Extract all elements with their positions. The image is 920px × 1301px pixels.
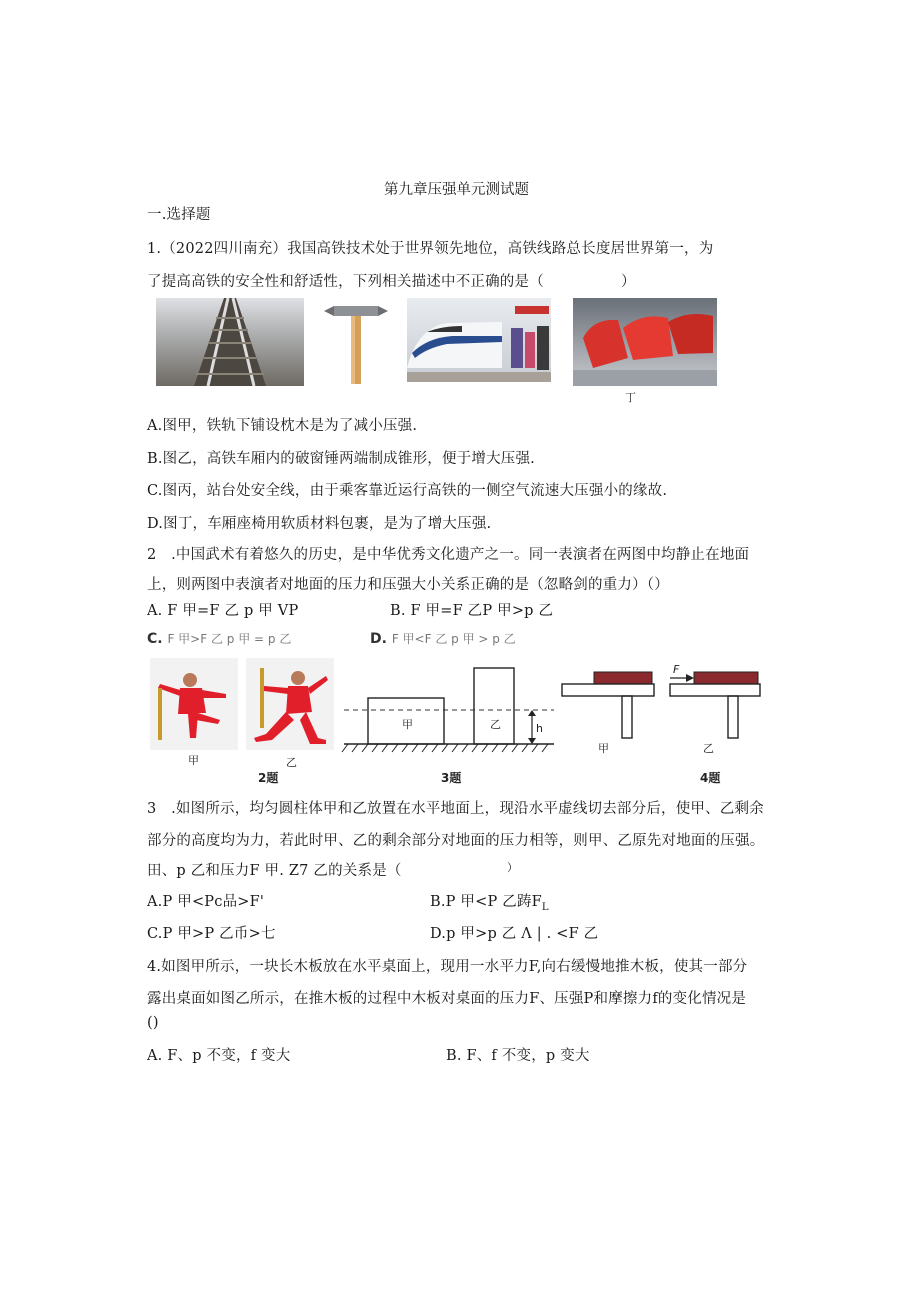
q4-option-a: A. F、p 不变，f 变大 [147,1048,291,1064]
q1-option-b: B.图乙，高铁车厢内的破窗锤两端制成锥形，便于增大压强. [147,451,535,467]
fig4-caption: 4题 [700,771,721,785]
q4-line3: () [147,1015,159,1031]
q3-option-d: D.p 甲>p 乙 Λ | . <F 乙 [430,926,599,942]
q4-line1: 4.如图甲所示，一块长木板放在水平桌面上，现用一水平力F,向右缓慢地推木板，使其一部分 [147,959,748,975]
q1-line2: 了提高高铁的安全性和舒适性，下列相关描述中不正确的是（ [147,274,544,290]
fig2-label-jia: 甲 [188,754,199,767]
q1-option-c: C.图丙，站台处安全线，由于乘客靠近运行高铁的一侧空气流速大压强小的缘故. [147,483,668,499]
q3-line3-end: ） [507,861,519,874]
fig4-label-f: F [673,663,680,676]
section-heading: 一.选择题 [147,207,211,223]
q1-line1: 1.（2022四川南充）我国高铁技术处于世界领先地位，高铁线路总长度居世界第一，为 [147,241,714,257]
q2-line1: 2 .中国武术有着悠久的历史，是中华优秀文化遗产之一。同一表演者在两图中均静止在地面 [147,547,750,563]
fig4-label-jia: 甲 [598,742,609,755]
fig2-label-yi: 乙 [286,756,297,769]
q4-line2: 露出桌面如图乙所示，在推木板的过程中木板对桌面的压力F、压强P和摩擦力f的变化情况是 [147,991,747,1007]
martial-artist-image-yi [246,658,334,750]
q1-option-d: D.图丁，车厢座椅用软质材料包裹，是为了增大压强. [147,516,492,532]
page-title: 第九章压强单元测试题 [384,182,529,198]
q4-option-b: B. F、f 不变，p 变大 [446,1048,590,1064]
q3-line3: 田、p 乙和压力F 甲. Z7 乙的关系是（ [147,863,402,879]
q1-option-a: A.图甲，铁轨下铺设枕木是为了减小压强. [147,418,418,434]
q2-line2: 上，则两图中表演者对地面的压力和压强大小关系正确的是（忽略剑的重力）（） [147,577,669,593]
railway-track-image [156,298,304,386]
q3-option-b: B.P 甲<P 乙踌$F_L$ [430,894,549,913]
high-speed-train-image [407,298,551,382]
cylinders-diagram [340,660,560,756]
q3-line2: 部分的高度均为力，若此时甲、乙的剩余部分对地面的压力相等，则甲、乙原先对地面的压强。 [147,833,765,849]
q2-option-b: B. F 甲=F 乙P 甲>p 乙 [390,603,554,619]
train-seats-image [573,298,717,386]
fig2-caption: 2题 [258,771,279,785]
q3-option-a: A.P 甲<Pᴄ品>F' [147,894,265,910]
q3-line1: 3 .如图所示，均匀圆柱体甲和乙放置在水平地面上，现沿水平虚线切去部分后，使甲、乙剩余 [147,801,764,817]
fig3-label-h: h [536,722,543,735]
fig4-label-yi: 乙 [703,742,714,755]
q3-option-c: C.P 甲>P 乙币>七 [147,926,276,942]
board-push-diagram [560,660,770,740]
q1-image-label-ding: 丁 [625,391,636,404]
q2-option-a: A. F 甲=F 乙 p 甲 VP [147,603,299,619]
q2-option-d: D. F 甲<F 乙 p 甲 > p 乙 [370,631,516,647]
fig3-caption: 3题 [441,771,462,785]
fig3-label-yi: 乙 [490,718,501,731]
fig3-label-jia: 甲 [402,718,413,731]
hammer-image [320,298,392,386]
q1-line2-end: ） [621,274,636,290]
q2-option-c: C. F 甲>F 乙 p 甲 = p 乙 [147,631,292,647]
martial-artist-image-jia [150,658,238,750]
